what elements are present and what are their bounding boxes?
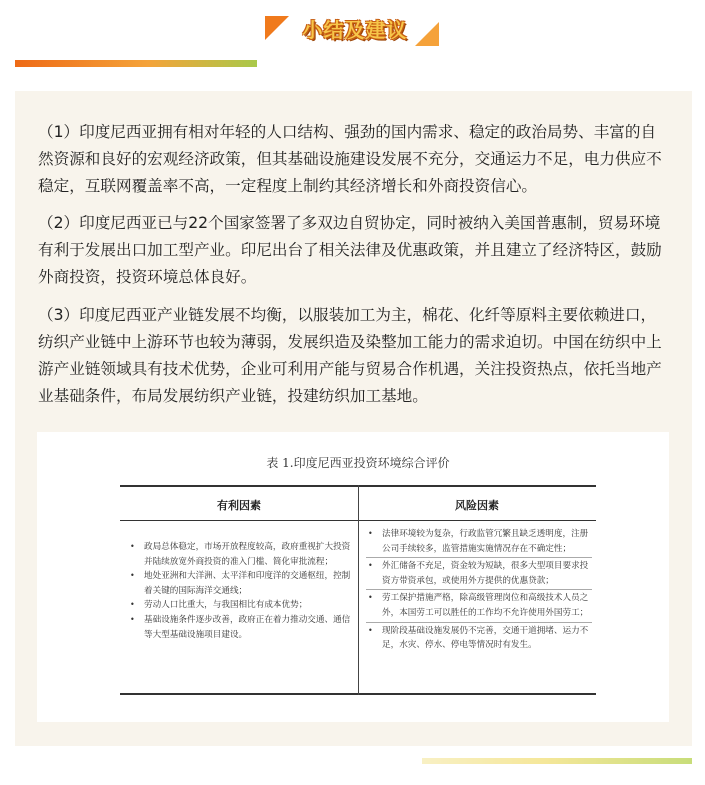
risk-item-divider [366,557,592,558]
risk-item: • 外汇储备不充足，资金较为短缺，很多大型项目要求投资方带资承包，或使用外方提供的优惠贷款； [366,559,592,588]
table-caption: 表 1.印度尼西亚投资环境综合评价 [266,456,450,470]
risk-item: • 现阶段基础设施发展仍不完善，交通干道拥堵、运力不足，水灾、停水、停电等情况时有发生。 [366,624,592,653]
section-title: 小结及建议 [302,18,408,42]
evaluation-table [120,485,596,695]
header-gradient-bar [15,60,257,67]
risk-item: • 劳工保护措施严格，除高级管理岗位和高级技术人员之外，本国劳工可以胜任的工作均不允许使用外国劳工； [366,591,592,620]
summary-paragraph-1: （1）印度尼西亚拥有相对年轻的人口结构、强劲的国内需求、稳定的政治局势、丰富的自然资源和良好的宏观经济政策，但其基础设施建设发展不充分，交通运力不足，电力供应不稳定，互联网覆盖率不高，一定程度上制约其经济增长和外商投资信心。 [38,123,662,195]
advantage-item: • 劳动人口比重大，与我国相比有成本优势； [128,598,354,613]
risk-item-divider [366,622,592,623]
advantage-item: • 地处亚洲和大洋洲、太平洋和印度洋的交通枢纽，控制着关键的国际海洋交通线； [128,569,354,598]
table-column-divider [358,485,359,695]
summary-paragraph-2: （2）印度尼西亚已与22个国家签署了多双边自贸协定，同时被纳入美国普惠制，贸易环境有利于发展出口加工型产业。印尼出台了相关法律及优惠政策，并且建立了经济特区，鼓励外商投资，投资环境总体良好。 [38,214,662,286]
risks-list [366,527,592,653]
footer-gradient-bar [422,758,692,764]
summary-paragraph-3: （3）印度尼西亚产业链发展不均衡，以服装加工为主，棉花、化纤等原料主要依赖进口，纺织产业链中上游环节也较为薄弱，发展织造及染整加工能力的需求迫切。中国在纺织中上游产业链领域具有技术优势，企业可利用产能与贸易合作机遇，关注投资热点，依托当地产业基础条件，布局发展纺织产业链，投建纺织加工基地。 [38,306,662,405]
advantage-item: • 基础设施条件逐步改善，政府正在着力推动交通、通信等大型基础设施项目建设。 [128,613,354,642]
orange-triangle-left-decoration [265,16,289,40]
risk-item-divider [366,589,592,590]
advantages-list [128,540,354,642]
table-header-advantages: 有利因素 [217,499,261,512]
orange-triangle-right-decoration [415,22,439,46]
risk-item: • 法律环境较为复杂，行政监管冗繁且缺乏透明度，注册公司手续较多，监管措施实施情况存在不确定性； [366,527,592,556]
advantage-item: • 政局总体稳定，市场开放程度较高，政府重视扩大投资并陆续放宽外商投资的准入门槛、简化审批流程； [128,540,354,569]
table-header-risks: 风险因素 [455,499,499,512]
